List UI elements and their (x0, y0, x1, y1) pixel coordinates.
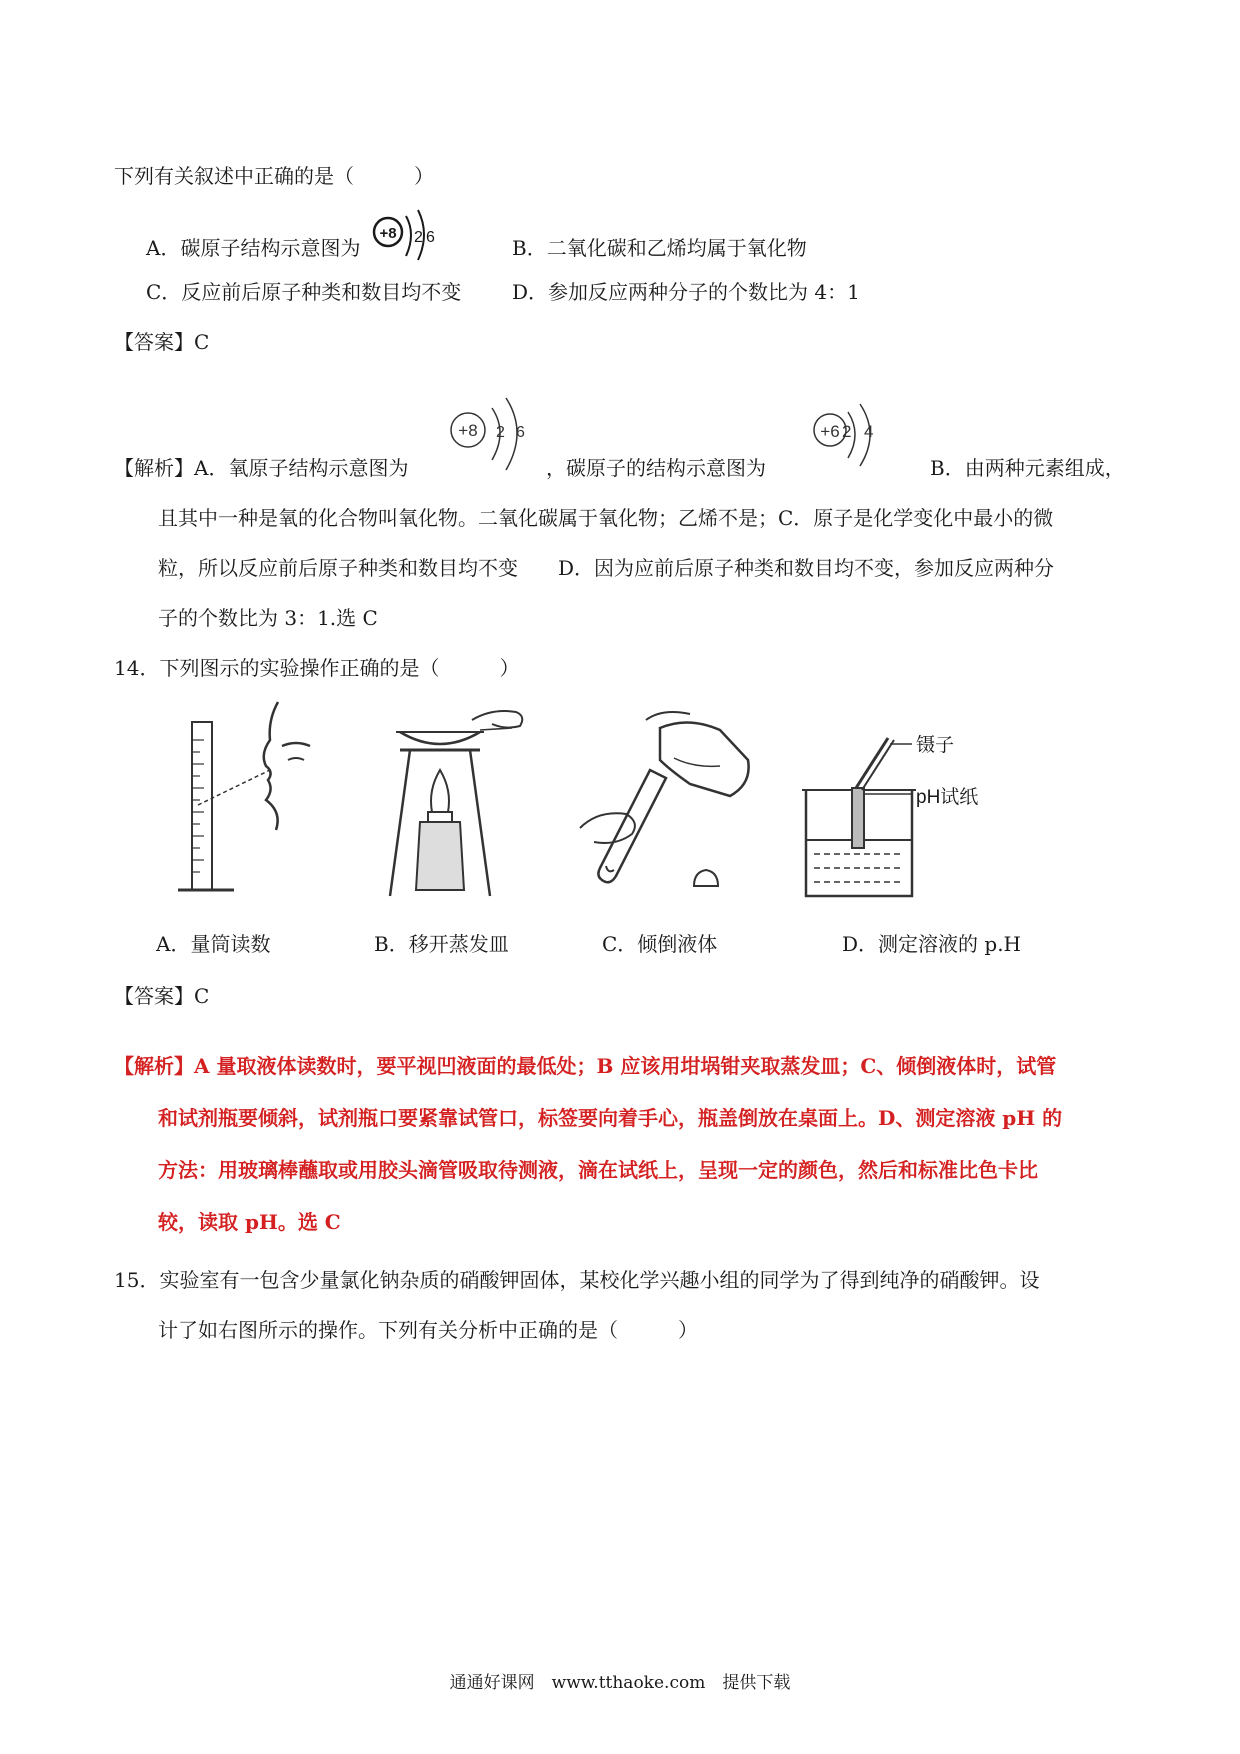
figure-graduated-cylinder (170, 700, 320, 900)
q14-caption-a: A．量筒读数 (156, 932, 271, 956)
q13-analysis-line1-mid: ，碳原子的结构示意图为 (546, 456, 766, 480)
shell2-label: 6 (426, 229, 435, 246)
q14-caption-d: D．测定溶液的 p.H (842, 932, 1021, 956)
q14-analysis-line4: 较，读取 pH。选 C (158, 1210, 341, 1234)
q13-analysis-line4: 子的个数比为 3：1.选 C (158, 606, 378, 630)
q13-analysis-line1-start: 【解析】A．氧原子结构示意图为 (114, 456, 409, 480)
shell1-label: 2 (842, 422, 852, 441)
q13-analysis-line2: 且其中一种是氧的化合物叫氧化物。二氧化碳属于氧化物；乙烯不是；C．原子是化学变化中最小的微 (158, 506, 1054, 530)
shell2-label: 4 (864, 422, 874, 441)
q14-caption-b: B．移开蒸发皿 (374, 932, 509, 956)
nucleus-label: +6 (820, 422, 840, 441)
figure-ph-test (800, 750, 920, 900)
q13-analysis-line3: 粒，所以反应前后原子种类和数目均不变 D．因为应前后原子种类和数目均不变，参加反应两种分 (158, 556, 1055, 580)
q14-caption-c: C．倾倒液体 (602, 932, 718, 956)
tweezers-label: 镊子 (916, 735, 955, 756)
q15-line1: 15．实验室有一包含少量氯化钠杂质的硝酸钾固体，某校化学兴趣小组的同学为了得到纯净的硝酸钾。设 (114, 1268, 1040, 1292)
q13-answer: 【答案】C (114, 330, 210, 354)
page-footer: 通通好课网 www.tthaoke.com 提供下载 (449, 1673, 791, 1693)
shell1-label: 2 (414, 229, 423, 246)
carbon-atom-diagram-option-a (372, 212, 442, 262)
q14-stem: 14．下列图示的实验操作正确的是（ ） (114, 656, 520, 680)
q13-option-d: D．参加反应两种分子的个数比为 4：1 (512, 280, 860, 304)
q15-line2: 计了如右图所示的操作。下列有关分析中正确的是（ ） (158, 1318, 698, 1342)
shell1-label: 2 (496, 424, 505, 441)
ph-paper-label: pH试纸 (916, 787, 979, 808)
nucleus-label: +8 (458, 421, 478, 440)
carbon-atom-diagram (808, 410, 898, 470)
q13-stem: 下列有关叙述中正确的是（ ） (114, 164, 434, 188)
shell2-label: 6 (516, 424, 525, 441)
q14-analysis-line1: 【解析】A 量取液体读数时，要平视凹液面的最低处；B 应该用坩埚钳夹取蒸发皿；C、倾倒液体时，试管 (114, 1054, 1057, 1078)
figure-pouring-liquid (570, 700, 760, 900)
oxygen-atom-diagram (446, 408, 536, 468)
q13-option-b: B．二氧化碳和乙烯均属于氧化物 (512, 236, 807, 260)
q13-analysis-line1-end: B．由两种元素组成， (930, 456, 1125, 480)
figure-evaporating-dish (380, 700, 540, 900)
q14-analysis-line2: 和试剂瓶要倾斜，试剂瓶口要紧靠试管口，标签要向着手心，瓶盖倒放在桌面上。D、测定溶液 pH 的 (158, 1106, 1063, 1130)
q14-analysis-line3: 方法：用玻璃棒蘸取或用胶头滴管吸取待测液，滴在试纸上，呈现一定的颜色，然后和标准比色卡比 (158, 1158, 1038, 1182)
nucleus-label: +8 (379, 225, 397, 242)
q14-answer: 【答案】C (114, 984, 210, 1008)
q13-option-a: A．碳原子结构示意图为 (146, 236, 361, 260)
q13-option-c: C．反应前后原子种类和数目均不变 (146, 280, 462, 304)
